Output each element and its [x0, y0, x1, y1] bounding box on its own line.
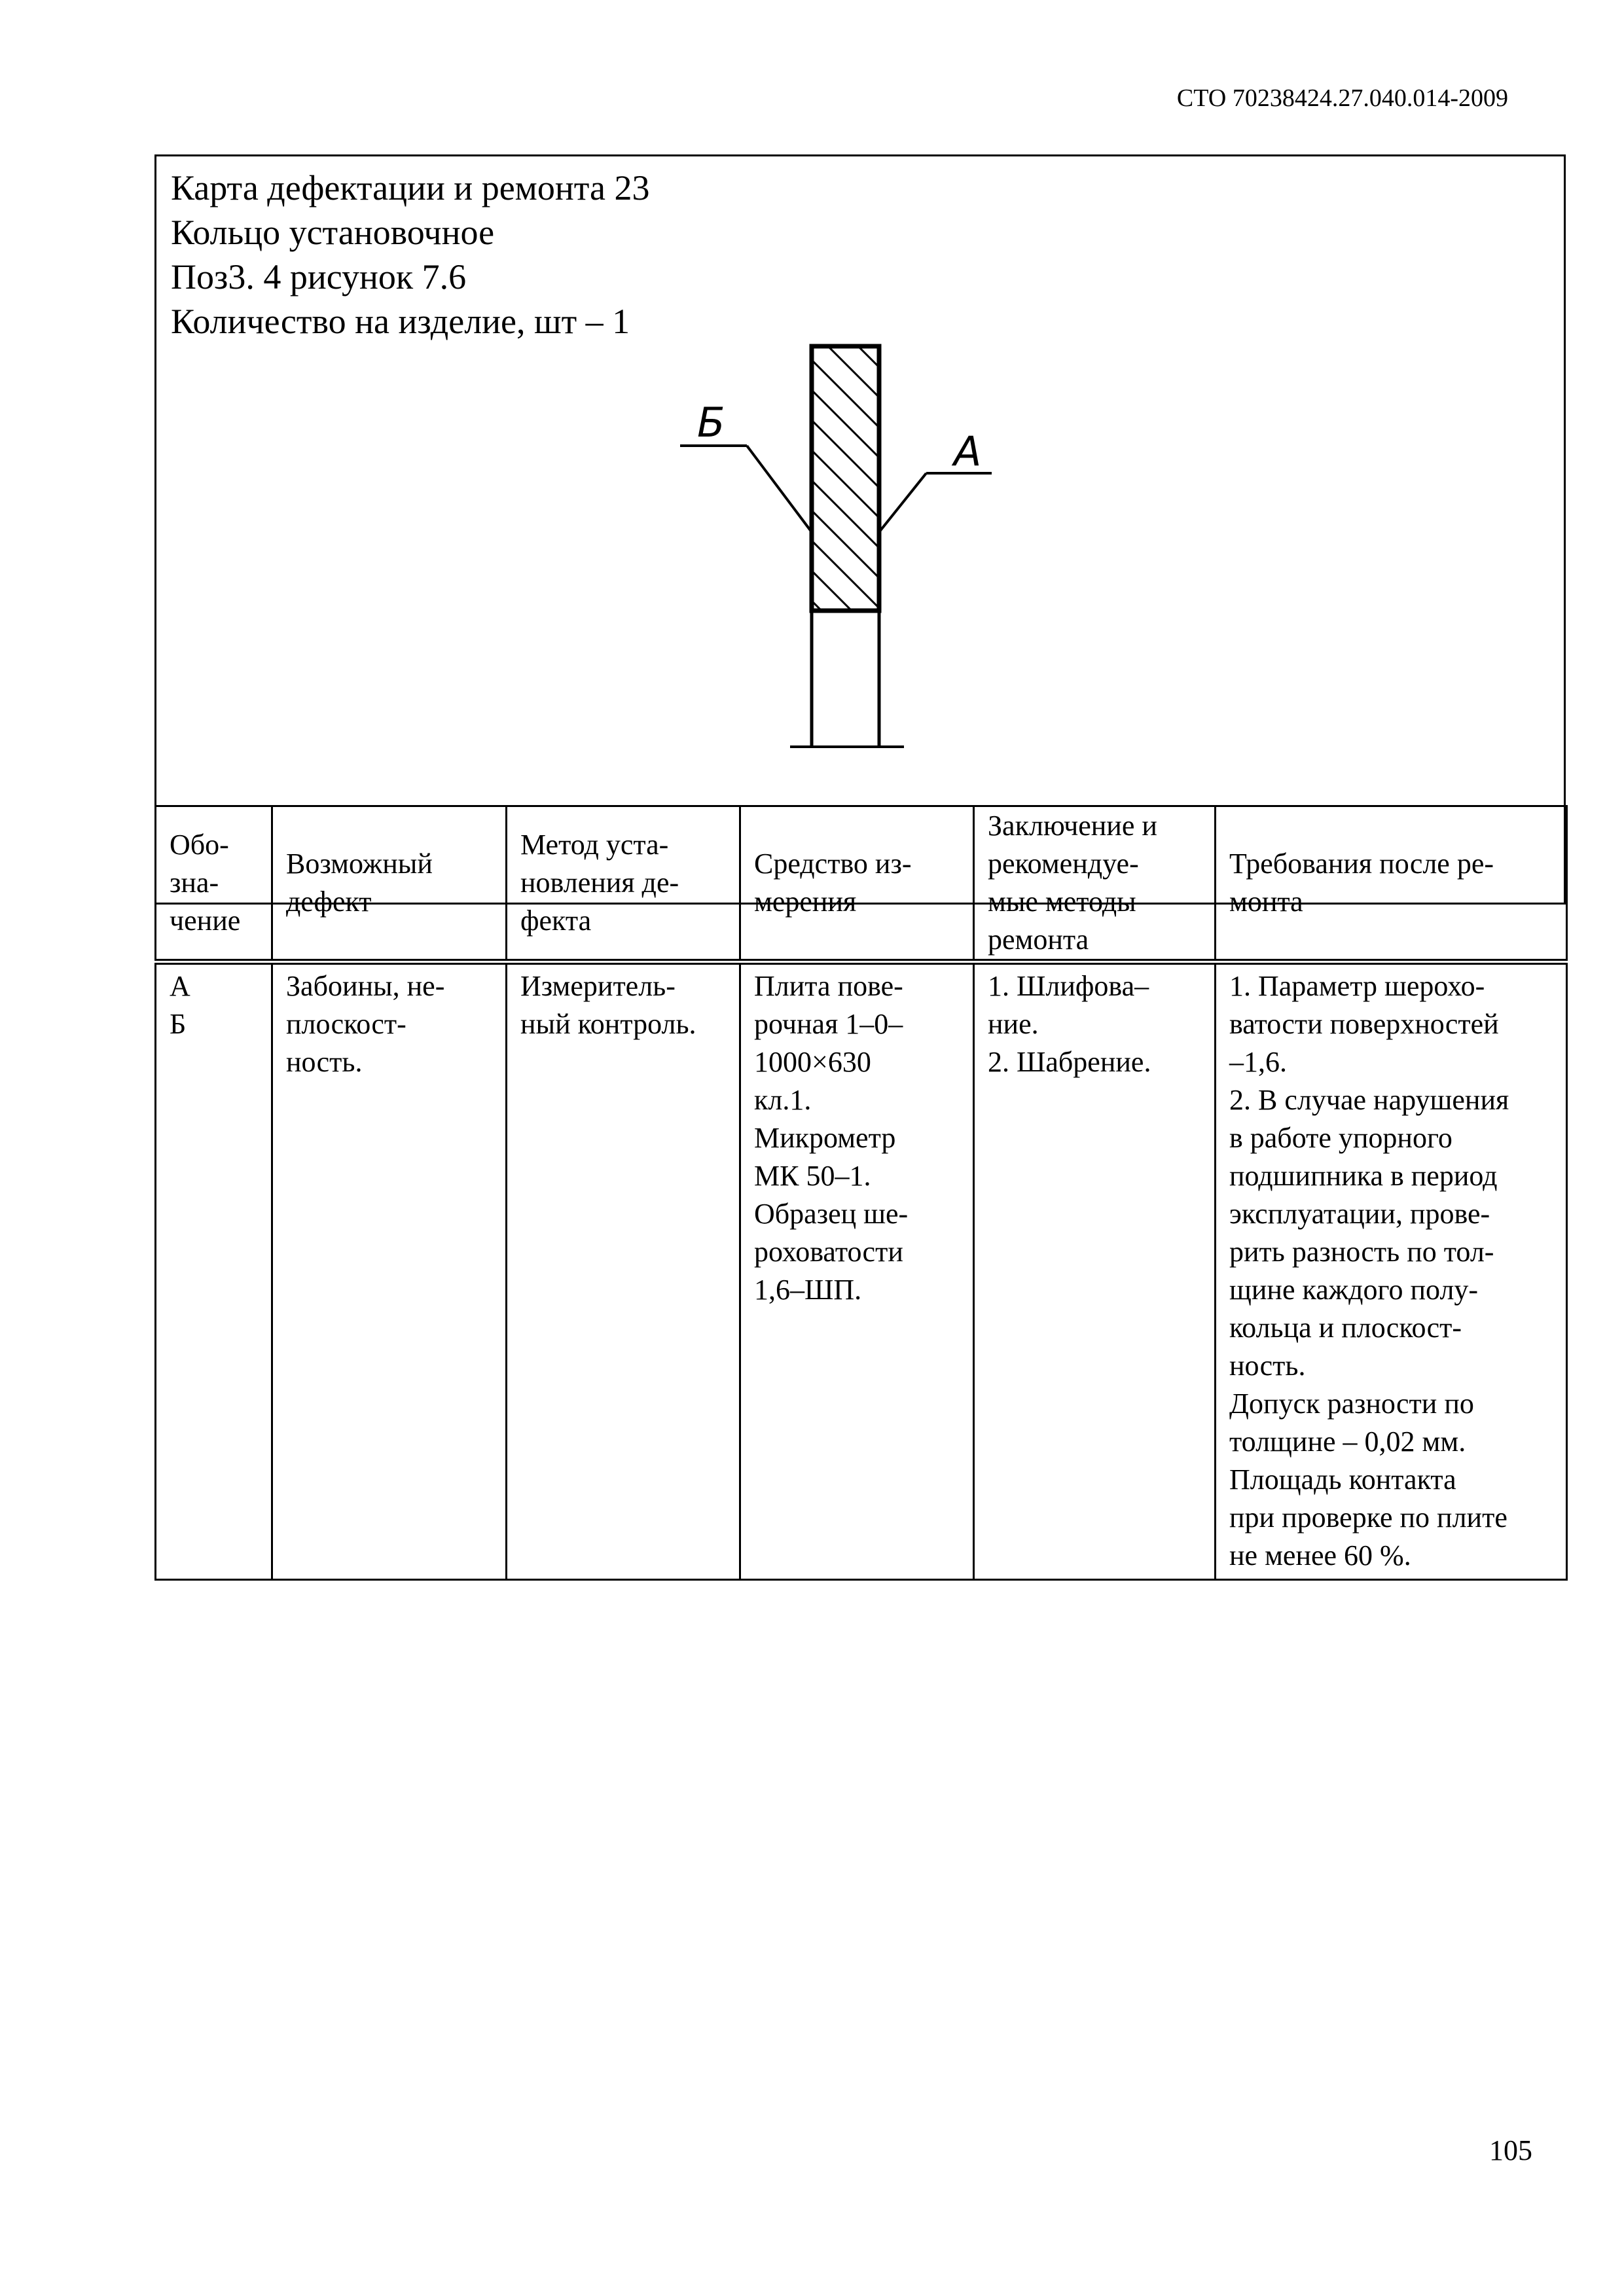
leader-b	[747, 446, 812, 532]
cell-detection-method: Измеритель- ный контроль.	[507, 962, 740, 1580]
ring-section-drawing	[156, 156, 1564, 903]
col-header-detection-method: Метод уста- новления де- фекта	[507, 806, 740, 962]
cell-defect: Забоины, не- плоскост- ность.	[272, 962, 507, 1580]
cell-requirements: 1. Параметр шерохо- ватости поверхностей –1,6. 2. В случае нарушения в работе упорного подшипника в период эксплуатации, прове- рить разность по тол- щине каждого полу- кольца и плоскост- ность. Допуск разности по толщине – 0,02 мм. Площадь контакта при проверке по плите не менее 60 %.	[1216, 962, 1567, 1580]
col-header-defect: Возможный дефект	[272, 806, 507, 962]
cell-conclusion: 1. Шлифова– ние. 2. Шабрение.	[974, 962, 1216, 1580]
col-header-requirements: Требования после ре- монта	[1216, 806, 1567, 962]
card-title: Карта дефектации и ремонта 23	[171, 168, 650, 207]
col-header-conclusion: Заключение и рекомендуе- мые методы ремонта	[974, 806, 1216, 962]
cell-measuring-tools: Плита пове- рочная 1–0– 1000×630 кл.1. Микрометр МК 50–1. Образец ше- роховатости 1,6–ШП.	[740, 962, 974, 1580]
hatched-section	[812, 346, 879, 611]
part-quantity: Количество на изделие, шт – 1	[171, 302, 630, 341]
surface-label-a: А	[954, 427, 982, 475]
defect-card-frame	[154, 154, 1566, 905]
table-row	[156, 962, 1567, 1580]
part-position: Поз3. 4 рисунок 7.6	[171, 257, 467, 296]
surface-label-b: Б	[697, 399, 725, 446]
cell-designation: А Б	[156, 962, 272, 1580]
defect-table	[154, 805, 1568, 1581]
page-number: 105	[1489, 2134, 1532, 2166]
col-header-designation: Обо- зна- чение	[156, 806, 272, 962]
table-header-row	[156, 806, 1567, 962]
document-code: СТО 70238424.27.040.014-2009	[1176, 84, 1508, 112]
leader-a	[879, 473, 926, 532]
col-header-measuring-tools: Средство из- мерения	[740, 806, 974, 962]
part-name: Кольцо установочное	[171, 213, 495, 252]
